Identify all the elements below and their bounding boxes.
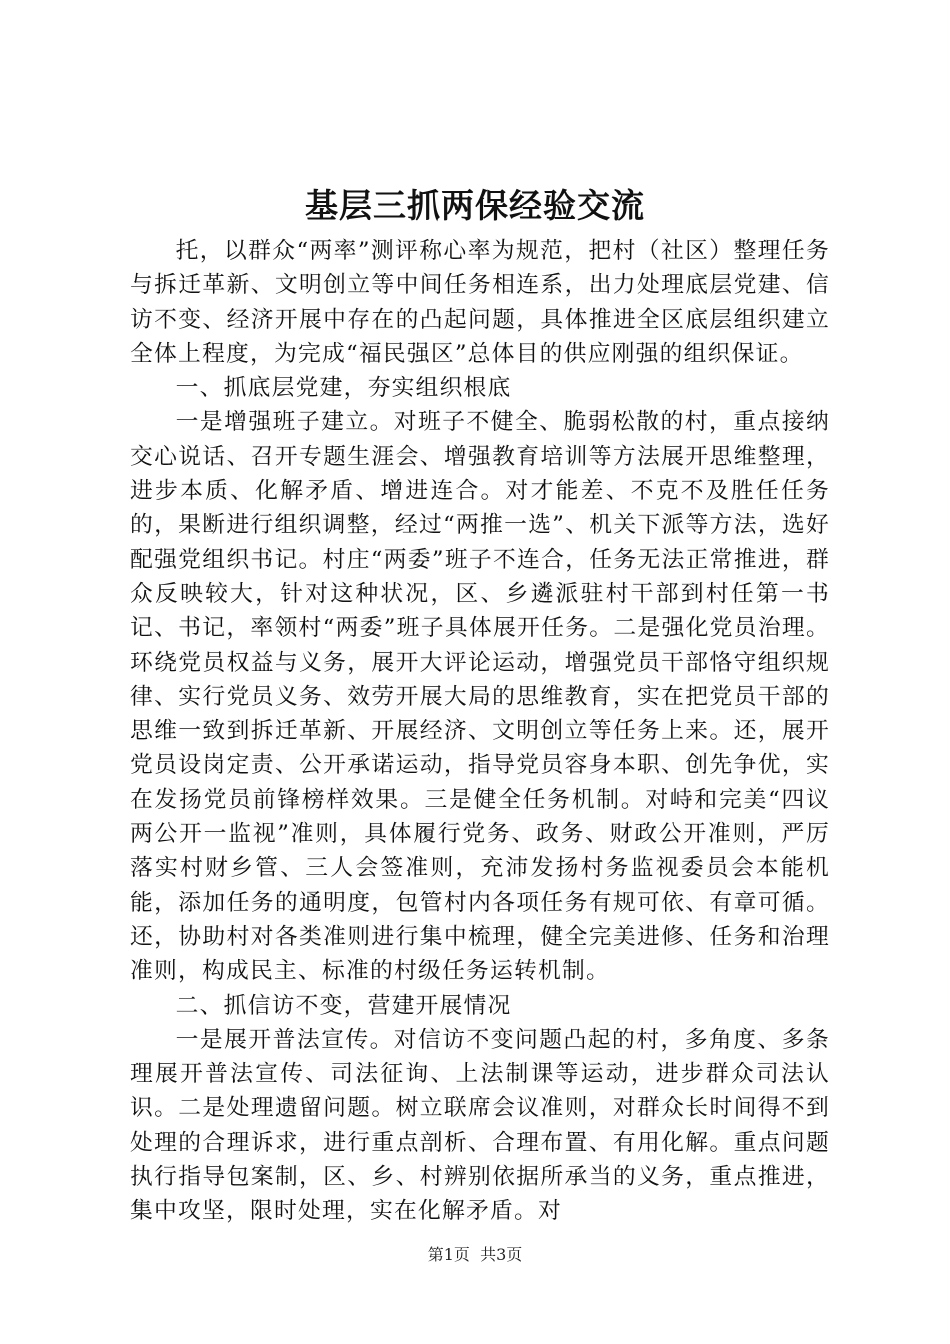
paragraph-section-1: 一是增强班子建立。对班子不健全、脆弱松散的村，重点接纳交心说话、召开专题生涯会、增强教育培训等方法展开思维整理，进步本质、化解矛盾、增进连合。对才能差、不克不及胜任任务的，果断进行组织调整，经过“两推一选”、机关下派等方法，选好配强党组织书记。村庄“两委”班子不连合，任务无法正常推进，群众反映较大，针对这种状况，区、乡遴派驻村干部到村任第一书记、书记，率领村“两委”班子具体展开任务。二是强化党员治理。环绕党员权益与义务，展开大评论运动，增强党员干部恪守组织规律、实行党员义务、效劳开展大局的思维教育，实在把党员干部的思维一致到拆迁革新、开展经济、文明创立等任务上来。还，展开党员设岗定责、公开承诺运动，指导党员容身本职、创先争优，实在发扬党员前锋榜样效果。三是健全任务机制。对峙和完美“四议两公开一监视”准则，具体履行党务、政务、财政公开准则，严厉落实村财乡管、三人会签准则，充沛发扬村务监视委员会本能机能，添加任务的通明度，包管村内各项任务有规可依、有章可循。还，协助村对各类准则进行集中梳理，健全完美进修、任务和治理准则，构成民主、标准的村级任务运转机制。 [130,409,830,985]
page-total: 共3页 [480,1245,523,1264]
section-heading-1: 一、抓底层党建，夯实组织根底 [175,375,512,402]
footer-spacer [470,1245,480,1264]
page-footer [0,1244,950,1266]
page-number: 第1页 [427,1245,470,1264]
section-heading-2: 二、抓信访不变，营建开展情况 [175,992,512,1019]
document-title: 基层三抓两保经验交流 [305,186,645,225]
document-body [130,234,830,1229]
paragraph-section-2: 一是展开普法宣传。对信访不变问题凸起的村，多角度、多条理展开普法宣传、司法征询、上法制课等运动，进步群众司法认识。二是处理遗留问题。树立联席会议准则，对群众长时间得不到处理的合理诉求，进行重点剖析、合理布置、有用化解。重点问题执行指导包案制，区、乡、村辨别依据所承当的义务，重点推进，集中攻坚，限时处理，实在化解矛盾。对 [130,1026,830,1225]
paragraph-intro: 托，以群众“两率”测评称心率为规范，把村（社区）整理任务与拆迁革新、文明创立等中间任务相连系，出力处理底层党建、信访不变、经济开展中存在的凸起问题，具体推进全区底层组织建立全体上程度，为完成“福民强区”总体目的供应刚强的组织保证。 [130,238,830,367]
